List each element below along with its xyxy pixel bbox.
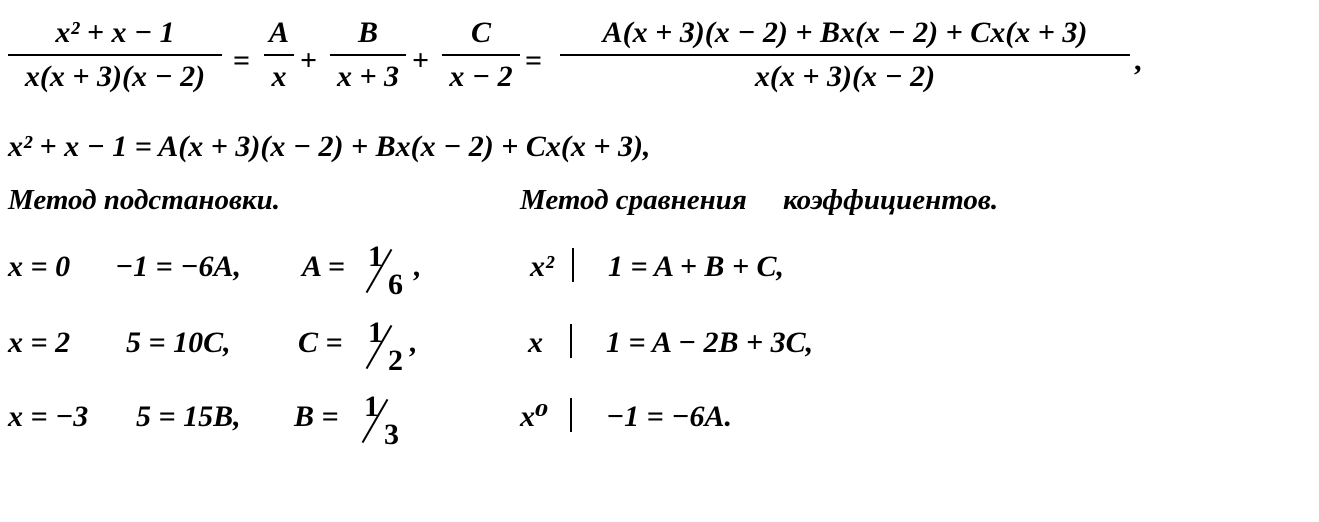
rhs-denominator: x(x + 3)(x − 2)	[754, 60, 936, 93]
trailing-comma: ,	[1134, 44, 1142, 77]
c-denominator: x − 2	[449, 60, 513, 93]
slash-denominator: 6	[388, 268, 403, 301]
substitution-point: x = −3	[8, 400, 89, 433]
comparison-equation: 1 = A − 2B + 3C,	[606, 326, 814, 359]
trailing-comma: ,	[414, 250, 422, 283]
comparison-equation: −1 = −6A.	[606, 400, 732, 433]
slash-numerator: 1	[364, 390, 379, 423]
separator-bar	[572, 248, 574, 282]
slash-numerator: 1	[368, 316, 383, 349]
fraction-c	[442, 18, 520, 92]
fraction-bar	[442, 54, 520, 56]
slash-fraction	[356, 390, 406, 450]
slash-numerator: 1	[368, 240, 383, 273]
plus-sign: +	[300, 44, 318, 77]
lhs-fraction	[8, 18, 222, 92]
substitution-result: B =	[294, 400, 339, 433]
equals-sign: =	[525, 44, 543, 77]
identity-equation: x² + x − 1 = A(x + 3)(x − 2) + Bx(x − 2) + Cx(x + 3),	[8, 130, 651, 163]
fraction-b	[330, 18, 406, 92]
substitution-result: C =	[298, 326, 343, 359]
fraction-bar	[560, 54, 1130, 56]
plus-sign: +	[412, 44, 430, 77]
rhs-numerator: A(x + 3)(x − 2) + Bx(x − 2) + Cx(x + 3)	[602, 16, 1088, 49]
separator-bar	[570, 398, 572, 432]
comparison-heading: Метод сравнения коэффициентов.	[520, 184, 999, 216]
slash-denominator: 2	[388, 344, 403, 377]
fraction-bar	[330, 54, 406, 56]
rhs-fraction	[560, 18, 1130, 92]
separator-bar	[570, 324, 572, 358]
substitution-equation: 5 = 10C,	[126, 326, 231, 359]
power-label: x	[528, 326, 543, 359]
lhs-denominator: x(x + 3)(x − 2)	[24, 60, 206, 93]
slash-fraction	[360, 316, 410, 376]
fraction-bar	[8, 54, 222, 56]
slash-fraction	[360, 240, 410, 300]
comparison-equation: 1 = A + B + C,	[608, 250, 785, 283]
power-label: x⁰	[520, 400, 549, 433]
substitution-equation: −1 = −6A,	[115, 250, 241, 283]
substitution-heading: Метод подстановки.	[8, 184, 280, 216]
power-label: x²	[530, 250, 554, 283]
a-denominator: x	[271, 60, 287, 93]
c-numerator: C	[470, 16, 491, 49]
trailing-comma: ,	[410, 326, 418, 359]
b-denominator: x + 3	[336, 60, 400, 93]
substitution-point: x = 0	[8, 250, 71, 283]
a-numerator: A	[268, 16, 289, 49]
substitution-result: A =	[302, 250, 345, 283]
b-numerator: B	[357, 16, 378, 49]
fraction-a	[264, 18, 294, 92]
slash-denominator: 3	[384, 418, 399, 451]
fraction-bar	[264, 54, 294, 56]
substitution-point: x = 2	[8, 326, 71, 359]
lhs-numerator: x² + x − 1	[55, 16, 175, 49]
equals-sign: =	[233, 44, 251, 77]
substitution-equation: 5 = 15B,	[136, 400, 241, 433]
